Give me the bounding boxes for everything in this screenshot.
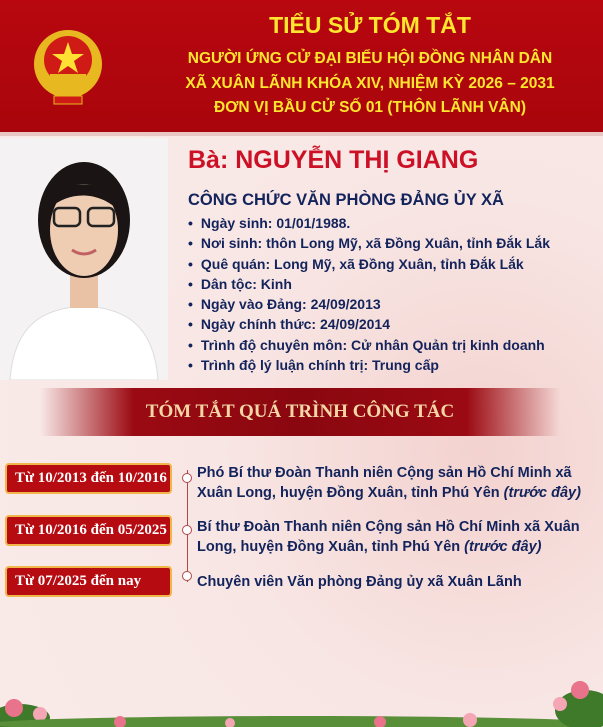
timeline-text: Chuyên viên Văn phòng Đảng ủy xã Xuân Lãnh	[197, 574, 522, 590]
section-banner	[40, 388, 560, 436]
candidate-name: Bà: NGUYỄN THỊ GIANG	[188, 146, 479, 174]
info-education: • Trình độ chuyên môn: Cử nhân Quản trị kinh doanh	[188, 335, 550, 355]
timeline-dot-icon	[182, 571, 192, 581]
info-ethnicity: • Dân tộc: Kinh	[188, 274, 550, 294]
timeline-period: Từ 10/2013 đến 10/2016	[5, 463, 172, 494]
timeline-description	[197, 463, 597, 503]
national-emblem-icon	[32, 26, 104, 108]
timeline-text: Phó Bí thư Đoàn Thanh niên Cộng sản Hồ Chí Minh xã Xuân Long, huyện Đồng Xuân, tỉnh Phú Yên	[197, 465, 572, 501]
subtitle-line-2: XÃ XUÂN LÃNH KHÓA XIV, NHIỆM KỲ 2026 – 2031	[185, 75, 555, 92]
divider	[0, 132, 603, 136]
poster-title: TIỂU SỬ TÓM TẮT	[269, 12, 471, 38]
info-official-date: • Ngày chính thức: 24/09/2014	[188, 314, 550, 334]
info-birthplace: • Nơi sinh: thôn Long Mỹ, xã Đồng Xuân, tỉnh Đắk Lắk	[188, 233, 550, 253]
info-hometown: • Quê quán: Long Mỹ, xã Đồng Xuân, tỉnh Đắk Lắk	[188, 254, 550, 274]
timeline-period: Từ 07/2025 đến nay	[5, 566, 172, 597]
flower-decoration	[0, 660, 603, 727]
header	[0, 0, 603, 132]
info-party-join-date: • Ngày vào Đảng: 24/09/2013	[188, 294, 550, 314]
section-title: TÓM TẮT QUÁ TRÌNH CÔNG TÁC	[145, 401, 455, 422]
info-political-level: • Trình độ lý luận chính trị: Trung cấp	[188, 355, 550, 375]
candidate-role: CÔNG CHỨC VĂN PHÒNG ĐẢNG ỦY XÃ	[188, 191, 504, 209]
timeline-text: Bí thư Đoàn Thanh niên Cộng sản Hồ Chí Minh xã Xuân Long, huyện Đồng Xuân, tỉnh Phú Yên	[197, 519, 580, 555]
info-birthdate: • Ngày sinh: 01/01/1988.	[188, 213, 550, 233]
timeline-dot-icon	[182, 473, 192, 483]
timeline-note: (trước đây)	[464, 539, 542, 555]
personal-info-list	[188, 213, 550, 375]
candidate-photo	[0, 138, 168, 380]
timeline-description	[197, 517, 597, 557]
subtitle-line-1: NGƯỜI ỨNG CỬ ĐẠI BIỂU HỘI ĐỒNG NHÂN DÂN	[187, 50, 553, 67]
timeline-dot-icon	[182, 525, 192, 535]
timeline-description	[197, 572, 597, 592]
subtitle-line-3: ĐƠN VỊ BẦU CỬ SỐ 01 (THÔN LÃNH VÂN)	[214, 99, 526, 116]
timeline-note: (trước đây)	[503, 485, 581, 501]
timeline-period: Từ 10/2016 đến 05/2025	[5, 515, 172, 546]
